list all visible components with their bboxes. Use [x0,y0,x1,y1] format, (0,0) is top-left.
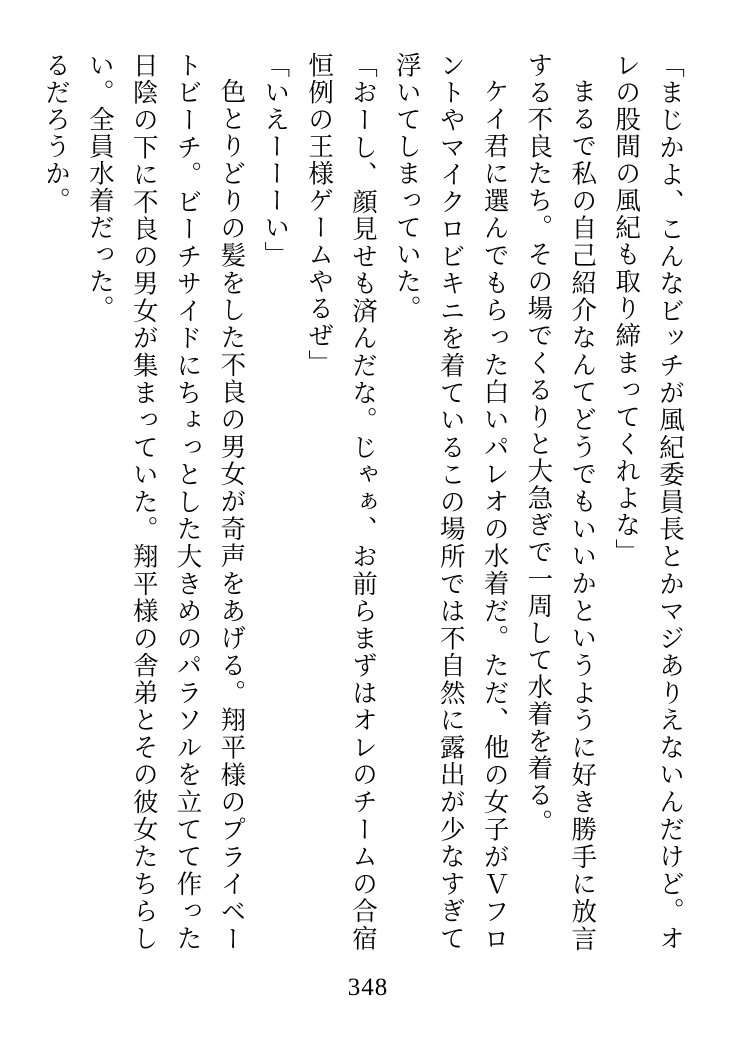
body-text [41,52,692,952]
paragraph: 「いえーーーい」 [261,52,291,269]
paragraph: るだろうか。 [41,52,71,215]
paragraph: まるで私の自己紹介なんてどうでもいいかというように好き勝手に放言する不良たち。その場でくるりと大急ぎで一周して水着を着る。 [524,52,598,952]
paragraph: 「まじかよ、こんなビッチが風紀委員長とかマジありえないんだけど。オレの股間の風紀も取り締まってくれよな」 [612,52,685,952]
paragraph: 色とりどりの髪をした不良の男女が奇声をあげる。翔平様のプライベートビーチ。ビーチサイドにちょっとした大きめのパラソルを立てて作った日陰の下に不良の男女が集まっていた。翔平様の舎弟とその彼女たちらしい。全員水着だった。 [85,52,247,952]
paragraph: ケイ君に選んでもらった白いパレオの水着だ。ただ、他の女子がＶフロントやマイクロビキニを着ているこの場所では不自然に露出が少なすぎて浮いてしまっていた。 [392,52,510,952]
page-number: 348 [347,974,389,1001]
paragraph: 「おーし、顔見せも済んだな。じゃぁ、お前らまずはオレのチームの合宿恒例の王様ゲームやるぜ」 [305,52,378,952]
